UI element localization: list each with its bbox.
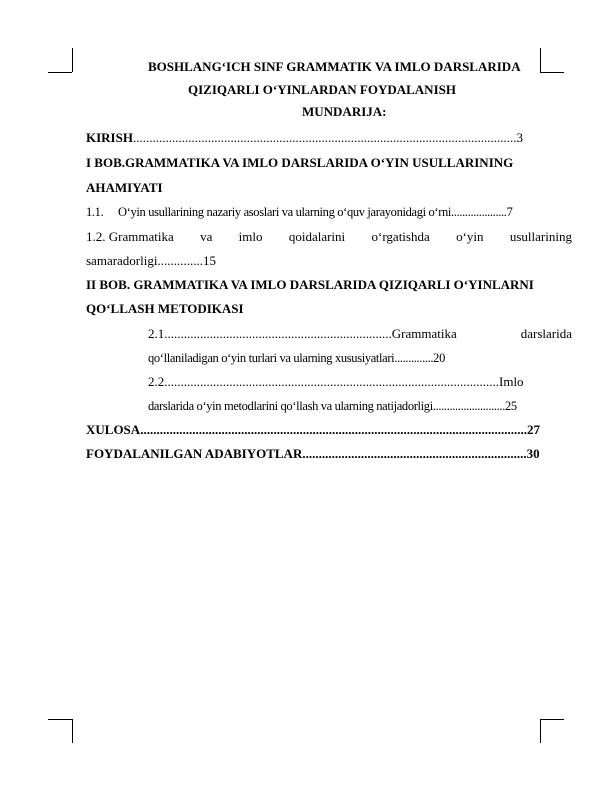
toc-leader: ....................	[451, 205, 507, 219]
toc-page-number: 27	[526, 422, 540, 437]
toc-page-number: 25	[504, 399, 517, 413]
toc-leader: ..............	[157, 253, 203, 268]
document-title-line2: QIZIQARLI O‘YINLARDAN FOYDALANISH	[188, 82, 456, 97]
toc-label: FOYDALANILGAN ADABIYOTLAR	[86, 446, 303, 461]
toc-entry-1-1	[86, 204, 512, 220]
toc-entry-2-1-line1	[148, 326, 572, 342]
crop-mark	[72, 48, 73, 72]
toc-section-title: 2.1......................................................................Grammatika	[148, 326, 457, 341]
toc-page-number: 3	[516, 130, 523, 145]
toc-chapter2-line1: II BOB. GRAMMATIKA VA IMLO DARSLARIDA QIZIQARLI O‘YINLARNI	[86, 277, 534, 292]
toc-chapter1-line2: AHAMIYATI	[86, 180, 163, 195]
toc-word: 1.2. Grammatika	[86, 229, 174, 244]
toc-word: o‘yin	[456, 229, 484, 244]
document-title-line1: BOSHLANG‘ICH SINF GRAMMATIK VA IMLO DARSLARIDA	[148, 59, 521, 74]
toc-word: imlo	[238, 229, 263, 244]
toc-word: darslarida	[520, 326, 572, 341]
toc-entry-references	[86, 446, 572, 462]
toc-entry-2-2-line1: 2.2.......................................................................................................Imlo	[148, 374, 524, 389]
toc-leader: ..............	[394, 351, 434, 365]
toc-label: KIRISH	[86, 130, 133, 145]
toc-leader: .....................................................................	[302, 446, 527, 461]
toc-section-title: O‘yin usullarining nazariy asoslari va ularning o‘quv jarayonidagi o‘rni	[118, 205, 452, 219]
toc-section-title: darslarida o‘yin metodlarini qo‘llash va ularning natijadorligi	[148, 399, 433, 413]
crop-mark	[48, 719, 72, 720]
crop-mark	[72, 719, 73, 743]
toc-word: usullarining	[509, 229, 572, 244]
toc-entry-1-2-line1	[86, 229, 572, 245]
toc-section-title: qo‘llaniladigan o‘yin turlari va ularning xususiyatlari	[148, 351, 395, 365]
toc-page-number: 30	[526, 446, 540, 461]
crop-mark	[540, 48, 541, 72]
contents-heading: MUNDARIJA:	[302, 104, 387, 119]
toc-entry-intro	[86, 130, 572, 146]
toc-page-number: 15	[202, 253, 216, 268]
crop-mark	[540, 719, 564, 720]
toc-entry-2-2-line2	[148, 398, 517, 414]
toc-leader: .......................................................................................................................	[140, 422, 527, 437]
crop-mark	[540, 719, 541, 743]
toc-section-number: 1.1.	[86, 205, 104, 219]
toc-entry-2-1-line2	[148, 350, 445, 366]
toc-chapter2-line2: QO‘LLASH METODIKASI	[86, 301, 244, 316]
toc-word: o‘rgatishda	[371, 229, 430, 244]
toc-leader: ......................................................................................................................	[132, 130, 517, 145]
crop-mark	[48, 72, 72, 73]
crop-mark	[540, 72, 564, 73]
toc-entry-conclusion	[86, 422, 572, 438]
toc-word: va	[200, 229, 213, 244]
toc-entry-1-2-line2	[86, 253, 216, 269]
toc-label: XULOSA	[86, 422, 141, 437]
toc-page-number: 20	[433, 351, 445, 365]
toc-word: qoidalarini	[288, 229, 346, 244]
toc-leader: ..........................	[432, 399, 505, 413]
toc-section-title: samaradorligi	[86, 253, 158, 268]
toc-page-number: 7	[506, 205, 513, 219]
toc-chapter1-line1: I BOB.GRAMMATIKA VA IMLO DARSLARIDA O‘YIN USULLARINING	[86, 155, 514, 170]
